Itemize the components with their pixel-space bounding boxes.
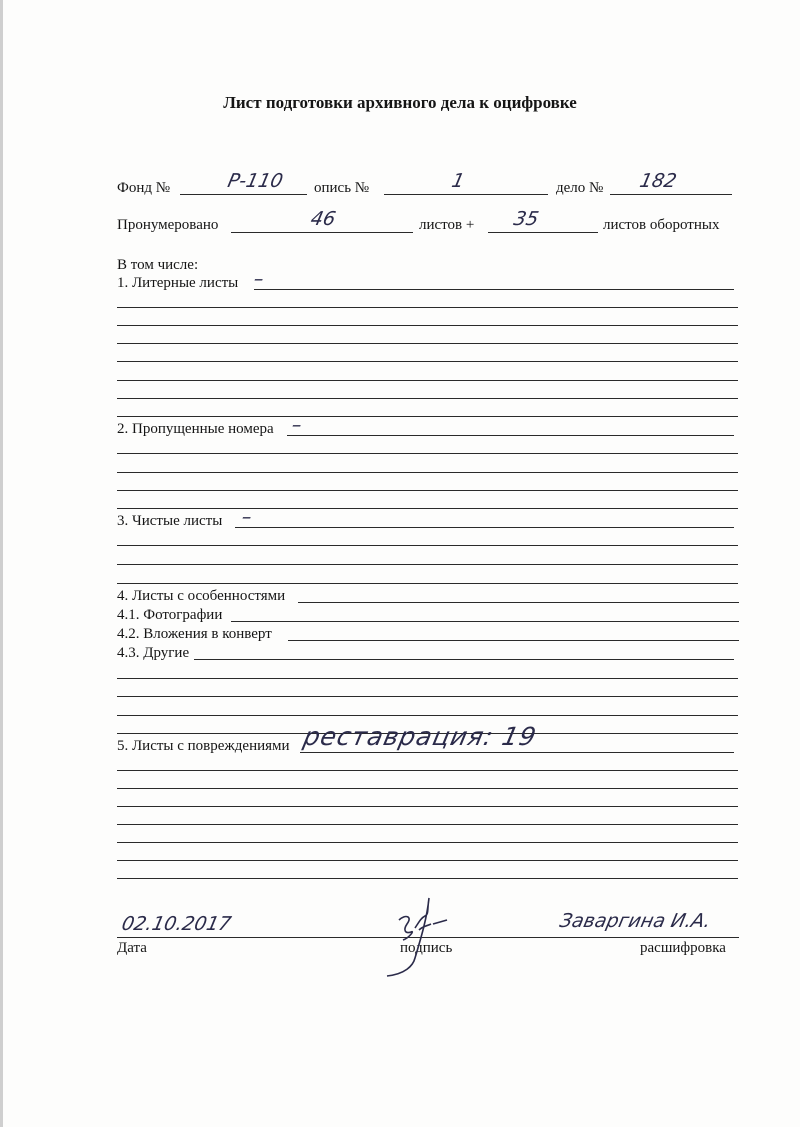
- blank-line: [117, 416, 738, 417]
- section-other-line: [194, 659, 734, 660]
- reverse-value: 35: [511, 208, 541, 230]
- blank-line: [117, 472, 738, 473]
- blank-line: [117, 806, 738, 807]
- opis-value: 1: [449, 170, 467, 192]
- blank-line: [117, 564, 738, 565]
- delo-label: дело №: [556, 180, 604, 196]
- blank-line: [117, 490, 738, 491]
- blank-line: [117, 453, 738, 454]
- sheets-label: листов +: [419, 217, 475, 233]
- fond-label: Фонд №: [117, 180, 171, 196]
- section-missing-line: [287, 435, 734, 436]
- section-blank-line: [235, 527, 734, 528]
- blank-line: [117, 696, 738, 697]
- numbered-label: Пронумеровано: [117, 217, 219, 233]
- fond-line: [180, 194, 307, 195]
- section-damaged-line: [300, 752, 734, 753]
- scan-edge: [0, 0, 3, 1127]
- section-damaged-label: 5. Листы с повреждениями: [117, 738, 290, 754]
- opis-label: опись №: [314, 180, 370, 196]
- opis-line: [384, 194, 548, 195]
- sheets-value: 46: [308, 208, 338, 230]
- section-blank-value: –: [239, 506, 254, 528]
- blank-line: [117, 545, 738, 546]
- section-litera-value: –: [251, 268, 266, 290]
- blank-line: [117, 325, 738, 326]
- blank-line: [117, 824, 738, 825]
- sign-label: подпись: [400, 940, 453, 956]
- blank-line: [117, 842, 738, 843]
- blank-line: [117, 361, 738, 362]
- section-blank-label: 3. Чистые листы: [117, 513, 223, 529]
- section-missing-value: –: [289, 414, 304, 436]
- blank-line: [117, 788, 738, 789]
- section-missing-label: 2. Пропущенные номера: [117, 421, 274, 437]
- blank-line: [117, 770, 738, 771]
- section-other-label: 4.3. Другие: [117, 645, 190, 661]
- blank-line: [117, 343, 738, 344]
- blank-line: [117, 398, 738, 399]
- section-special-label: 4. Листы с особенностями: [117, 588, 286, 604]
- blank-line: [117, 678, 738, 679]
- reverse-label: листов оборотных: [603, 217, 720, 233]
- section-litera-label: 1. Литерные листы: [117, 275, 239, 291]
- section-special-line: [298, 602, 739, 603]
- section-damaged-value: реставрация: 19: [300, 722, 540, 751]
- fond-value: Р-110: [225, 170, 285, 192]
- delo-value: 182: [637, 170, 679, 192]
- section-litera-line: [254, 289, 734, 290]
- reverse-line: [488, 232, 598, 233]
- blank-line: [117, 583, 738, 584]
- blank-line: [117, 380, 738, 381]
- sheets-line: [231, 232, 413, 233]
- blank-line: [117, 860, 738, 861]
- delo-line: [610, 194, 732, 195]
- blank-line: [117, 878, 738, 879]
- handwritten-signature: [375, 888, 465, 978]
- date-label: Дата: [117, 940, 147, 956]
- section-photos-label: 4.1. Фотографии: [117, 607, 223, 623]
- page-title: Лист подготовки архивного дела к оцифровке: [223, 93, 577, 112]
- blank-line: [117, 508, 738, 509]
- including-label: В том числе:: [117, 257, 199, 273]
- blank-line: [117, 715, 738, 716]
- name-value: Заваргина И.А.: [557, 910, 713, 932]
- blank-line: [117, 307, 738, 308]
- name-label: расшифровка: [640, 940, 726, 956]
- section-photos-line: [231, 621, 739, 622]
- section-envelope-line: [288, 640, 739, 641]
- section-envelope-label: 4.2. Вложения в конверт: [117, 626, 272, 642]
- date-value: 02.10.2017: [119, 913, 234, 935]
